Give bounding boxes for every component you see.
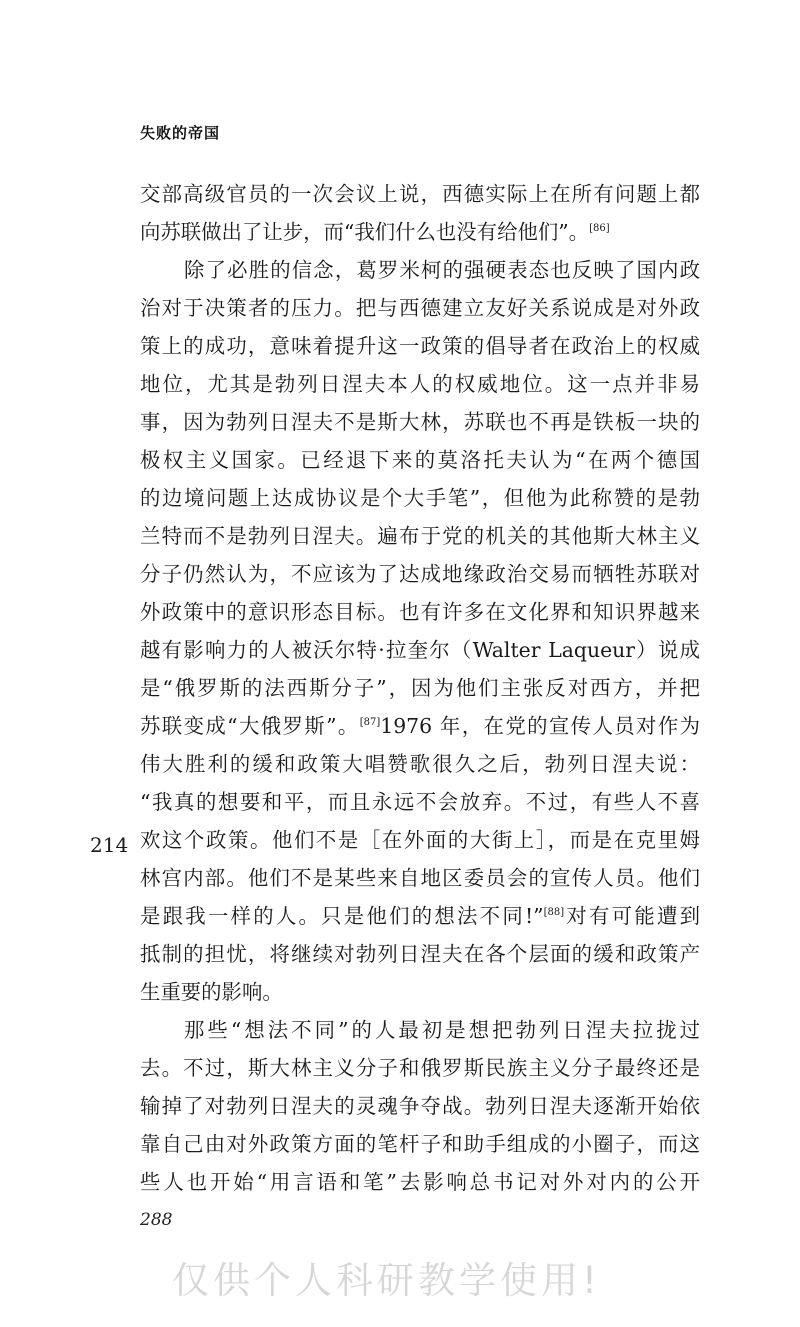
line-text: 地位，尤其是勃列日涅夫本人的权威地位。这一点并非易 — [140, 372, 700, 396]
running-header: 失败的帝国 — [140, 124, 221, 142]
line-text: 伟大胜利的缓和政策大唱赞歌很久之后，勃列日涅夫说： — [140, 752, 700, 776]
text-line — [140, 935, 700, 973]
line-text: 事，因为勃列日涅夫不是斯大林，苏联也不再是铁板一块的 — [140, 410, 700, 434]
text-line — [140, 251, 700, 289]
line-text: 那些“想法不同”的人最初是想把勃列日涅夫拉拢过 — [184, 1018, 700, 1042]
line-text: 除了必胜的信念，葛罗米柯的强硬表态也反映了国内政 — [184, 258, 700, 282]
line-text: 是跟我一样的人。只是他们的想法不同!” — [140, 904, 544, 928]
margin-page-number: 214 — [90, 833, 129, 857]
text-line — [140, 897, 700, 935]
text-line — [140, 327, 700, 365]
text-line — [140, 973, 700, 1011]
text-line — [140, 365, 700, 403]
line-text: 的边境问题上达成协议是个大手笔”，但他为此称赞的是勃 — [140, 486, 700, 510]
text-line — [140, 213, 700, 251]
body-text — [140, 175, 700, 1201]
text-line — [140, 859, 700, 897]
text-line — [140, 1049, 700, 1087]
text-line — [140, 821, 700, 859]
line-text: 去。不过，斯大林主义分子和俄罗斯民族主义分子最终还是 — [140, 1056, 700, 1080]
line-text: 些人也开始“用言语和笔”去影响总书记对外对内的公开 — [140, 1170, 700, 1194]
footnote-marker: [87] — [359, 717, 381, 729]
line-text: 生重要的影响。 — [140, 980, 283, 1004]
text-line — [140, 441, 700, 479]
line-text: 越有影响力的人被沃尔特·拉奎尔（Walter Laqueur）说成 — [140, 638, 700, 662]
text-line — [140, 1087, 700, 1125]
text-line — [140, 745, 700, 783]
text-line — [140, 517, 700, 555]
line-text-continued: 1976 年，在党的宣传人员对作为 — [380, 714, 700, 738]
text-line — [140, 593, 700, 631]
line-text: 交部高级官员的一次会议上说，西德实际上在所有问题上都 — [140, 182, 700, 206]
page-number: 288 — [140, 1210, 173, 1230]
text-line — [140, 631, 700, 669]
footnote-marker: [88] — [543, 907, 565, 919]
text-line — [140, 669, 700, 707]
text-line — [140, 175, 700, 213]
text-line — [140, 1011, 700, 1049]
text-line — [140, 1125, 700, 1163]
paragraph — [140, 175, 700, 251]
text-line — [140, 707, 700, 745]
paragraph — [140, 1011, 700, 1201]
text-line — [140, 783, 700, 821]
text-line — [140, 555, 700, 593]
text-line — [140, 479, 700, 517]
text-line — [140, 1163, 700, 1201]
paragraph — [140, 251, 700, 1011]
line-text: 输掉了对勃列日涅夫的灵魂争夺战。勃列日涅夫逐渐开始依 — [140, 1094, 700, 1118]
line-text: 林宫内部。他们不是某些来自地区委员会的宣传人员。他们 — [140, 866, 700, 890]
line-text: 极权主义国家。已经退下来的莫洛托夫认为“在两个德国 — [140, 448, 700, 472]
text-line — [140, 403, 700, 441]
watermark: 仅供个人科研教学使用! — [172, 1259, 601, 1302]
line-text: 向苏联做出了让步，而“我们什么也没有给他们”。 — [140, 220, 590, 244]
footnote-marker: [86] — [589, 223, 610, 235]
line-text: 分子仍然认为，不应该为了达成地缘政治交易而牺牲苏联对 — [140, 562, 700, 586]
line-text: 外政策中的意识形态目标。也有许多在文化界和知识界越来 — [140, 600, 700, 624]
line-text: 是“俄罗斯的法西斯分子”，因为他们主张反对西方，并把 — [140, 676, 700, 700]
line-text-continued: 对有可能遭到 — [564, 904, 700, 928]
line-text: 治对于决策者的压力。把与西德建立友好关系说成是对外政 — [140, 296, 700, 320]
line-text: 靠自己由对外政策方面的笔杆子和助手组成的小圈子，而这 — [140, 1132, 700, 1156]
line-text: 兰特而不是勃列日涅夫。遍布于党的机关的其他斯大林主义 — [140, 524, 700, 548]
line-text: 苏联变成“大俄罗斯”。 — [140, 714, 360, 738]
line-text: 策上的成功，意味着提升这一政策的倡导者在政治上的权威 — [140, 334, 700, 358]
text-line — [140, 289, 700, 327]
line-text: 欢这个政策。他们不是［在外面的大街上］，而是在克里姆 — [140, 828, 700, 852]
line-text: “我真的想要和平，而且永远不会放弃。不过，有些人不喜 — [140, 790, 700, 814]
line-text: 抵制的担忧，将继续对勃列日涅夫在各个层面的缓和政策产 — [140, 942, 700, 966]
